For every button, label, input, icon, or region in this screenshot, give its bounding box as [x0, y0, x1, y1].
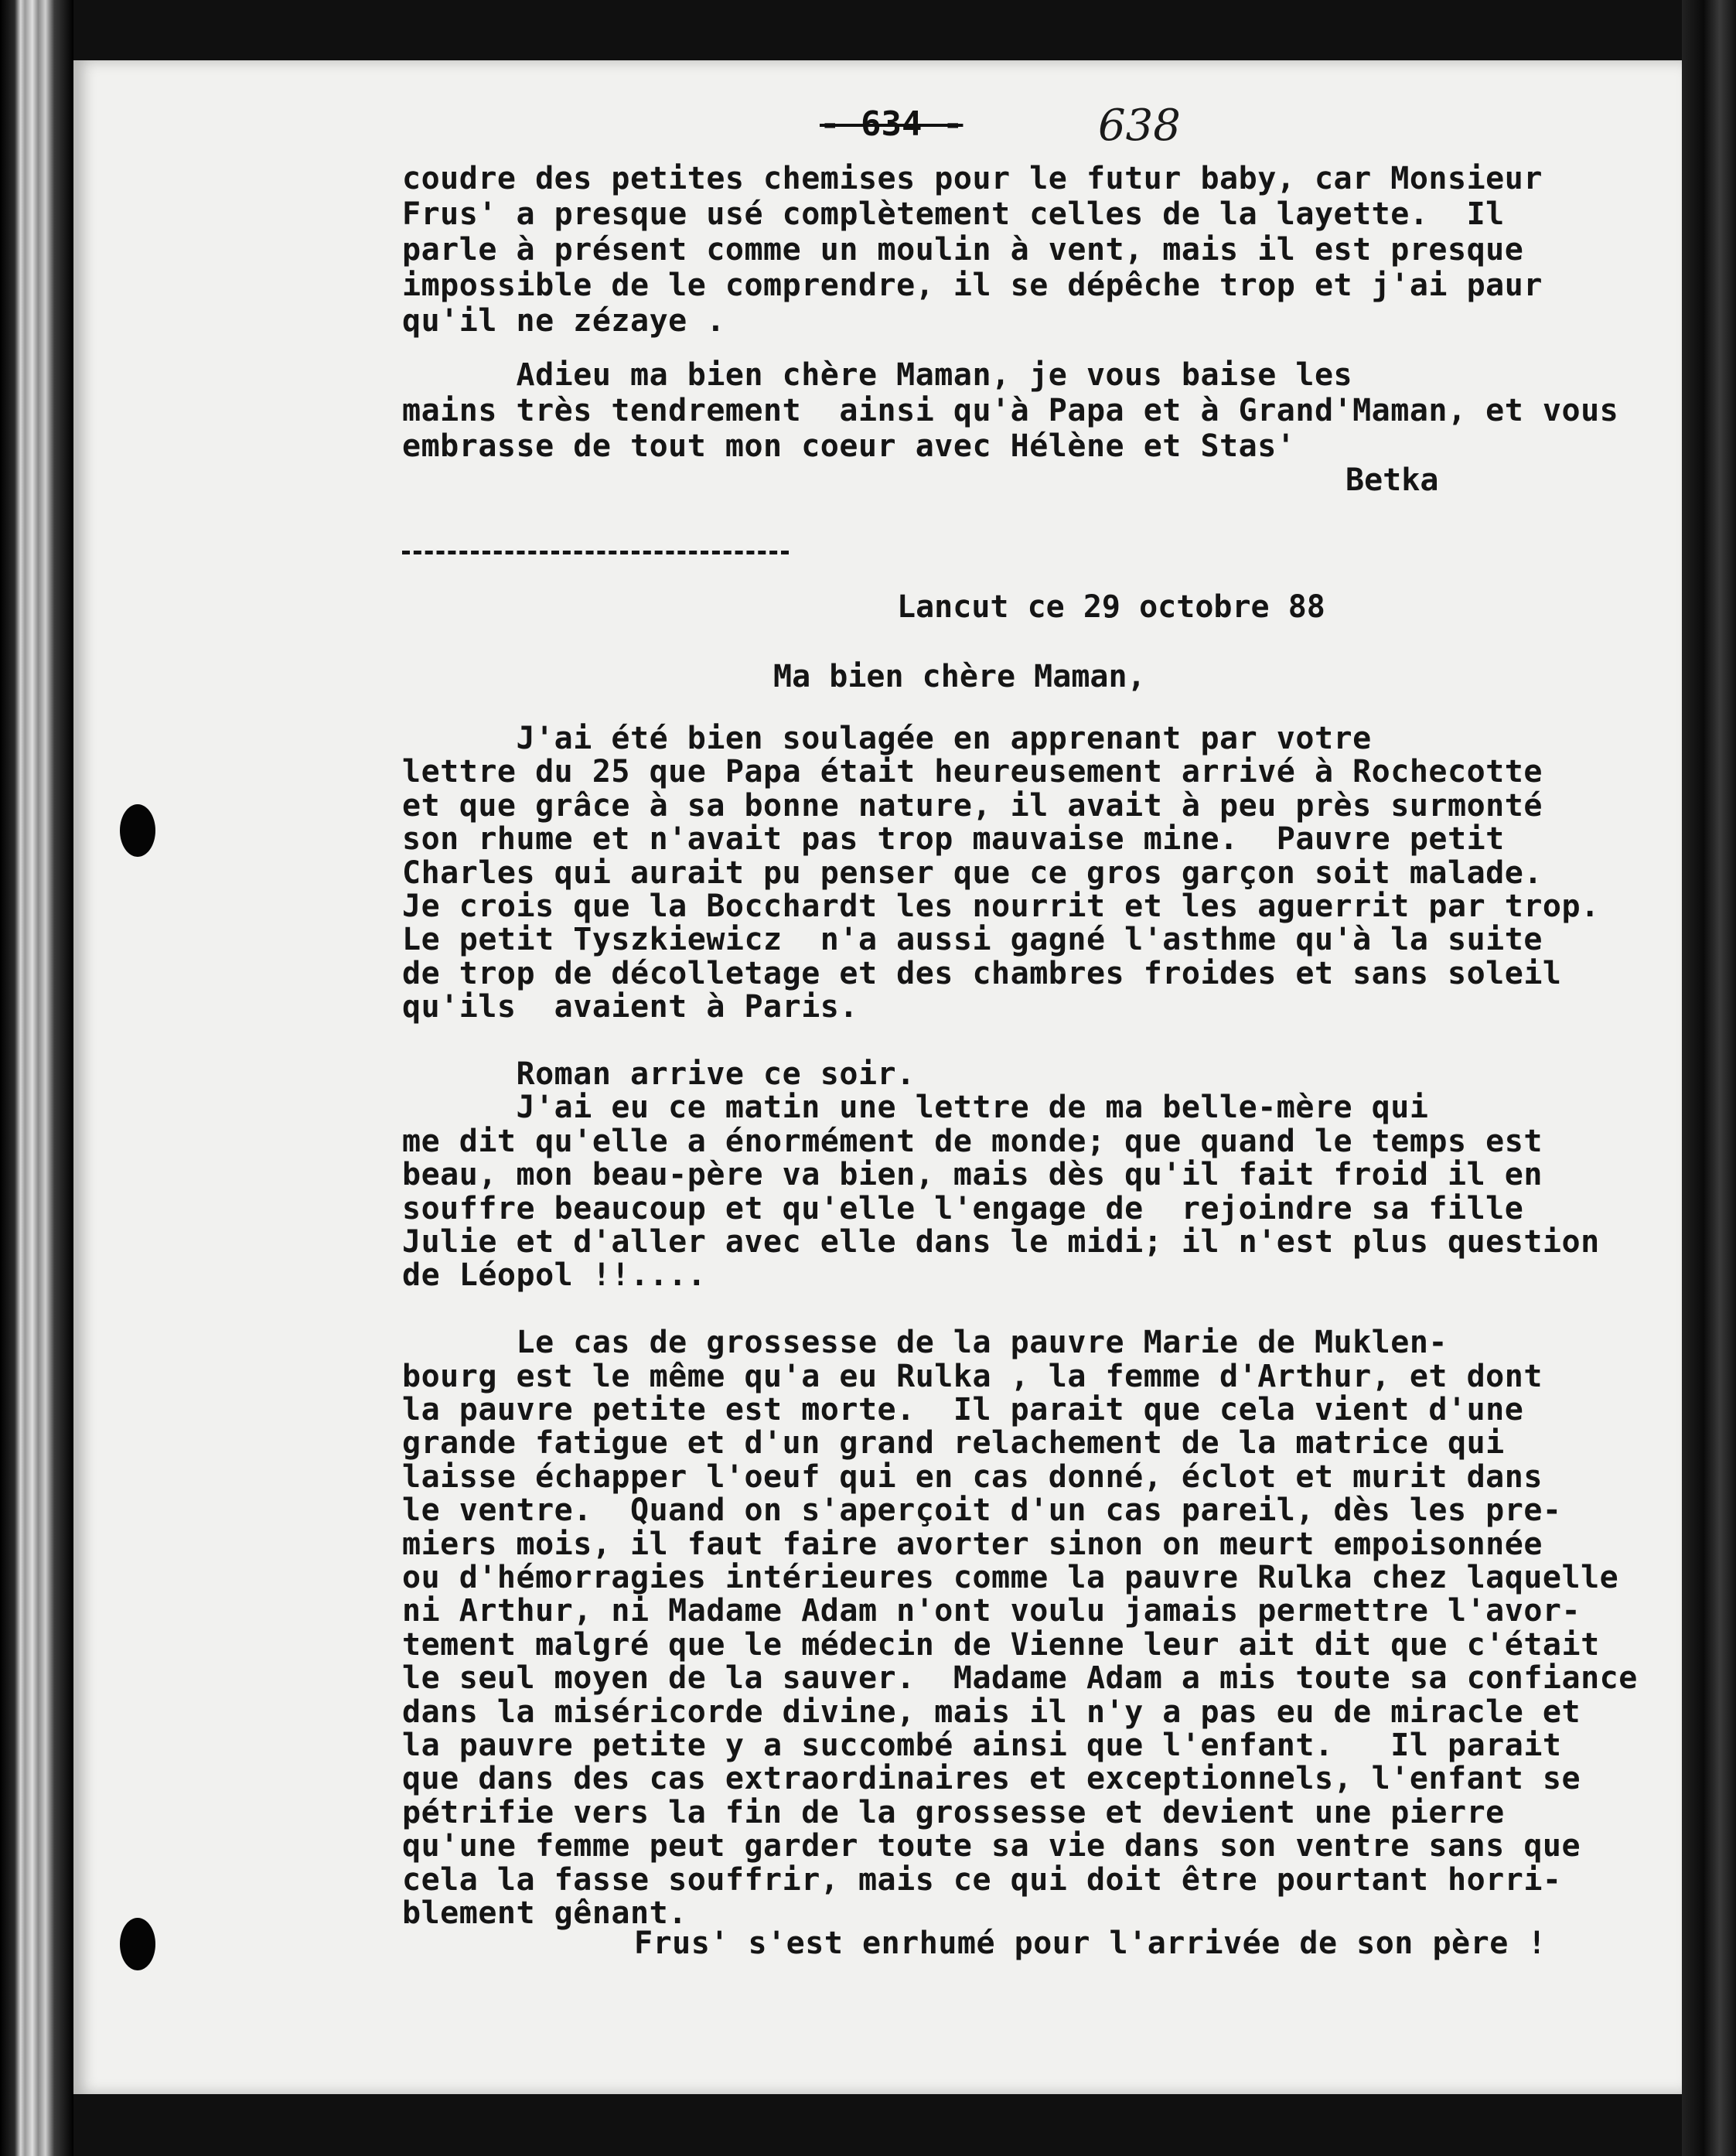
- text-line: qu'une femme peut garder toute sa vie dans son ventre sans que: [402, 1828, 1581, 1864]
- text-line: qu'ils avaient à Paris.: [402, 989, 858, 1025]
- text-line: pétrifie vers la fin de la grossesse et devient une pierre: [402, 1795, 1505, 1830]
- text-line: cela la fasse souffrir, mais ce qui doit être pourtant horri-: [402, 1862, 1562, 1898]
- text-line: J'ai été bien soulagée en apprenant par votre: [402, 721, 1372, 756]
- text-line: embrasse de tout mon coeur avec Hélène et Stas': [402, 428, 1296, 464]
- text-line: Charles qui aurait pu penser que ce gros garçon soit malade.: [402, 855, 1543, 891]
- dateline: Lancut ce 29 octobre 88: [897, 589, 1325, 625]
- text-line: Adieu ma bien chère Maman, je vous baise les: [402, 357, 1353, 393]
- text-line: Roman arrive ce soir.: [402, 1056, 916, 1092]
- salutation: Ma bien chère Maman,: [773, 659, 1146, 694]
- text-line: la pauvre petite est morte. Il parait que cela vient d'une: [402, 1392, 1524, 1428]
- text-line: grande fatigue et d'un grand relachement de la matrice qui: [402, 1425, 1505, 1461]
- final-line: Frus' s'est enrhumé pour l'arrivée de son père !: [634, 1926, 1547, 1961]
- text-line: le seul moyen de la sauver. Madame Adam a mis toute sa confiance: [402, 1660, 1638, 1696]
- text-line: Frus' a presque usé complètement celles de la layette. Il: [402, 196, 1505, 232]
- text-line: Julie et d'aller avec elle dans le midi; il n'est plus question: [402, 1224, 1600, 1260]
- text-line: Je crois que la Bocchardt les nourrit et les aguerrit par trop.: [402, 889, 1600, 924]
- text-line: souffre beaucoup et qu'elle l'engage de rejoindre sa fille: [402, 1191, 1524, 1226]
- punch-hole: [120, 804, 155, 857]
- text-line: impossible de le comprendre, il se dépêche trop et j'ai paur: [402, 268, 1543, 303]
- text-line: et que grâce à sa bonne nature, il avait à peu près surmonté: [402, 788, 1543, 824]
- text-line: ni Arthur, ni Madame Adam n'ont voulu jamais permettre l'avor-: [402, 1593, 1581, 1629]
- handwritten-page-number: 638: [1098, 101, 1181, 151]
- text-line: miers mois, il faut faire avorter sinon on meurt empoisonnée: [402, 1527, 1543, 1562]
- text-line: laisse échapper l'oeuf qui en cas donné, éclot et murit dans: [402, 1459, 1543, 1495]
- text-line: Le petit Tyszkiewicz n'a aussi gagné l'asthme qu'à la suite: [402, 922, 1543, 957]
- text-line: son rhume et n'avait pas trop mauvaise mine. Pauvre petit: [402, 821, 1505, 857]
- punch-hole: [120, 1918, 155, 1970]
- text-line: de trop de décolletage et des chambres froides et sans soleil: [402, 956, 1562, 991]
- text-line: J'ai eu ce matin une lettre de ma belle-mère qui: [402, 1090, 1429, 1125]
- separator-rule: [402, 551, 789, 554]
- signature: Betka: [1345, 462, 1439, 498]
- text-line: ou d'hémorragies intérieures comme la pauvre Rulka chez laquelle: [402, 1560, 1619, 1595]
- text-line: le ventre. Quand on s'aperçoit d'un cas pareil, dès les pre-: [402, 1492, 1562, 1528]
- text-line: dans la miséricorde divine, mais il n'y a pas eu de miracle et: [402, 1694, 1581, 1730]
- text-line: la pauvre petite y a succombé ainsi que l'enfant. Il parait: [402, 1728, 1562, 1763]
- text-line: parle à présent comme un moulin à vent, mais il est presque: [402, 232, 1524, 268]
- text-line: lettre du 25 que Papa était heureusement arrivé à Rochecotte: [402, 754, 1543, 790]
- text-line: mains très tendrement ainsi qu'à Papa et à Grand'Maman, et vous: [402, 393, 1619, 428]
- text-line: blement gênant.: [402, 1895, 687, 1931]
- text-line: me dit qu'elle a énormément de monde; que quand le temps est: [402, 1124, 1543, 1159]
- text-line: tement malgré que le médecin de Vienne leur ait dit que c'était: [402, 1627, 1600, 1663]
- text-line: qu'il ne zézaye .: [402, 303, 725, 339]
- text-line: coudre des petites chemises pour le futur baby, car Monsieur: [402, 161, 1543, 196]
- text-line: que dans des cas extraordinaires et exceptionnels, l'enfant se: [402, 1761, 1581, 1796]
- text-line: beau, mon beau-père va bien, mais dès qu'il fait froid il en: [402, 1157, 1543, 1192]
- text-line: bourg est le même qu'a eu Rulka , la femme d'Arthur, et dont: [402, 1359, 1543, 1394]
- text-line: Le cas de grossesse de la pauvre Marie de Muklen-: [402, 1325, 1448, 1360]
- dark-margin-strip: [1682, 0, 1736, 2156]
- page-number: - 634 -: [820, 104, 963, 144]
- binder-edge: [0, 0, 73, 2156]
- text-line: de Léopol !!....: [402, 1257, 707, 1293]
